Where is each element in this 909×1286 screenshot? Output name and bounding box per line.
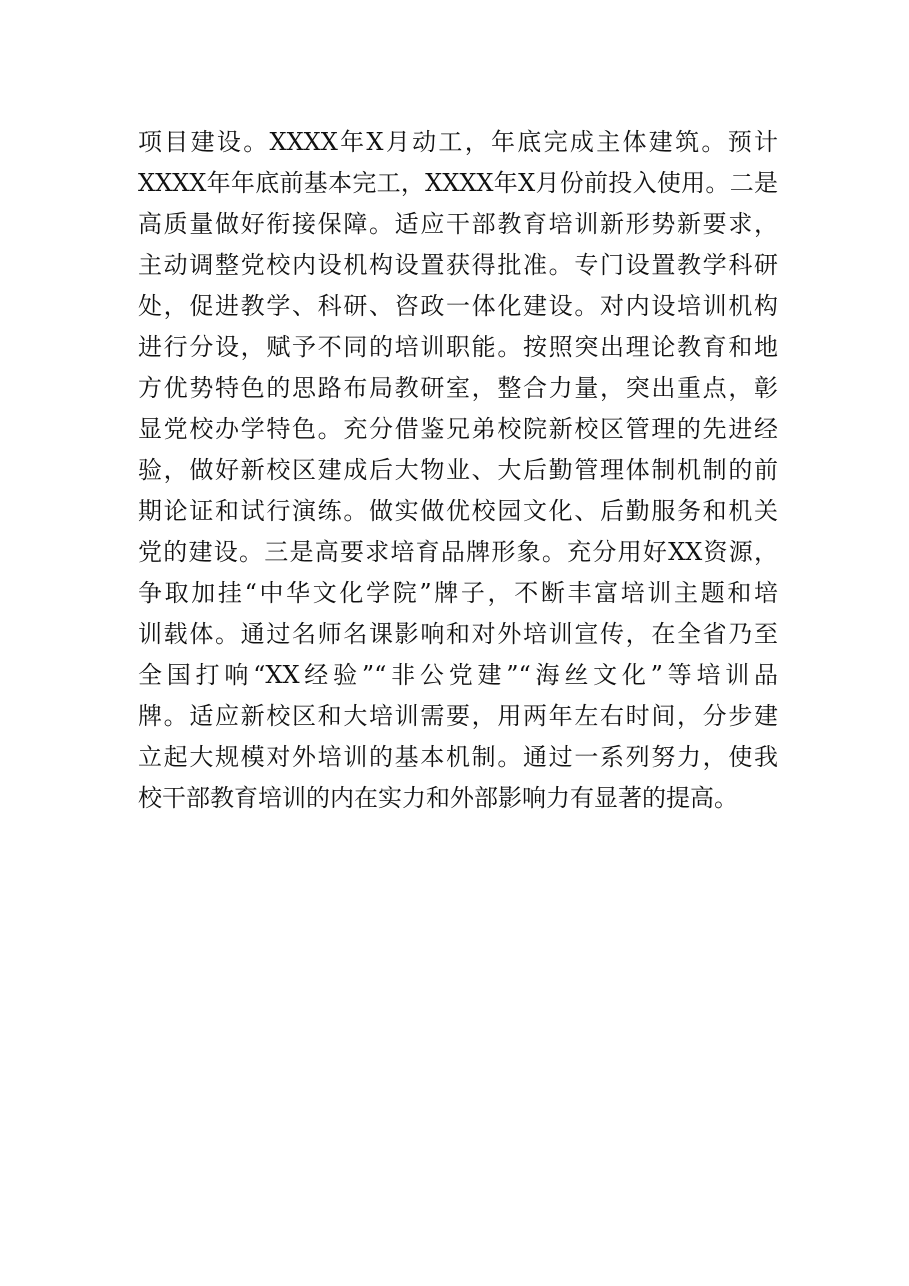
text-line-7: 方优势特色的思路布局教研室，整合力量，突出重点，彰 <box>138 374 778 402</box>
text-line-5: 处，促进教学、科研、咨政一体化建设。对内设培训机构 <box>138 292 778 320</box>
text-line-11: 党的建设。三是高要求培育品牌形象。充分用好XX资源， <box>138 538 778 566</box>
text-line-9: 验，做好新校区建成后大物业、大后勤管理体制机制的前 <box>138 456 778 484</box>
text-line-2: XXXX年年底前基本完工，XXXX年X月份前投入使用。二是 <box>138 169 778 197</box>
text-line-6: 进行分设，赋予不同的培训职能。按照突出理论教育和地 <box>138 333 778 361</box>
text-line-12: 争取加挂“中华文化学院”牌子，不断丰富培训主题和培 <box>138 579 778 607</box>
text-line-17: 校干部教育培训的内在实力和外部影响力有显著的提高。 <box>138 784 738 812</box>
text-line-3: 高质量做好衔接保障。适应干部教育培训新形势新要求， <box>138 210 778 238</box>
text-line-13: 训载体。通过名师名课影响和对外培训宣传，在全省乃至 <box>138 620 778 648</box>
text-line-14: 全国打响“XX经验”“非公党建”“海丝文化”等培训品 <box>138 661 778 689</box>
text-line-10: 期论证和试行演练。做实做优校园文化、后勤服务和机关 <box>138 497 778 525</box>
text-line-15: 牌。适应新校区和大培训需要，用两年左右时间，分步建 <box>138 702 778 730</box>
text-line-8: 显党校办学特色。充分借鉴兄弟校院新校区管理的先进经 <box>138 415 778 443</box>
text-line-4: 主动调整党校内设机构设置获得批准。专门设置教学科研 <box>138 251 778 279</box>
text-line-1: 项目建设。XXXX年X月动工，年底完成主体建筑。预计 <box>138 128 778 156</box>
text-line-16: 立起大规模对外培训的基本机制。通过一系列努力，使我 <box>138 743 778 771</box>
body-paragraph <box>138 122 778 819</box>
